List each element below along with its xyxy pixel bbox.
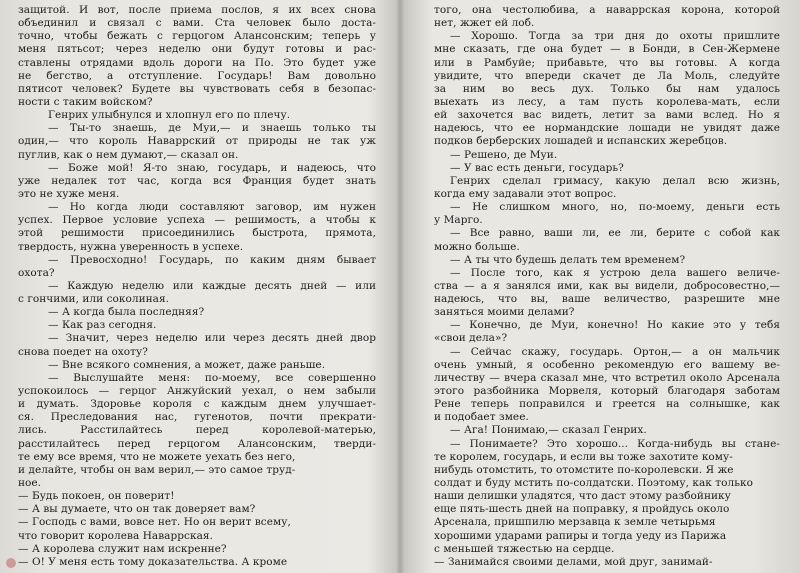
text-line: того, она честолюбива, а наваррская корона, которой [434, 4, 780, 16]
text-line: у Марго. [434, 214, 483, 227]
text-line: — Все равно, ваши ли, ее ли, берите с собой как [450, 227, 780, 240]
text-line: Арсенала, пришпилю мерзавца к земле четырьмя [434, 516, 716, 529]
text-line: «свои дела»? [434, 332, 508, 345]
text-line: и делайте, чтобы он вам верил,— это самое труд- [18, 463, 296, 476]
text-line: охота? [18, 266, 55, 279]
text-line: уже недалек тот час, когда вся Франция будет знать [18, 174, 376, 187]
text-line: — Выслушайте меня: по-моему, все совершенно [48, 371, 376, 384]
text-line: — Каждую неделю или каждые десять дней — или [48, 279, 376, 292]
text-line: что говорит королева Наваррская. [18, 529, 213, 542]
text-line: — Конечно, де Муи, конечно! Но какие это у тебя [450, 319, 780, 332]
text-line: объединил и связал с вами. Ста человек было доста- [18, 17, 376, 30]
text-line: можно больше. [434, 240, 520, 253]
text-line: — Но когда люди составляют заговор, им нужен [48, 201, 376, 214]
text-line: — Понимаете? Это хорошо... Когда-нибудь вы стане- [450, 437, 780, 450]
text-line: снова поедет на охоту? [18, 345, 148, 358]
text-line: — А вы думаете, что он так доверяет вам? [18, 503, 256, 516]
text-line: — Ага! Понимаю,— сказал Генрих. [450, 424, 647, 437]
text-line: — Решено, де Муи. [450, 148, 558, 161]
text-line: лись. Расстилайтесь перед королевой-матерью, [18, 424, 376, 437]
text-line: пятисот человек? Будете вы чувствовать себя в безопас- [18, 82, 376, 95]
text-line: с гончими, или соколиная. [18, 293, 170, 306]
text-line: и подобает змее. [434, 411, 529, 424]
scan-marker [6, 558, 16, 568]
text-line: — Хорошо. Тогда за три дня до охоты пришлите [450, 30, 780, 43]
text-line: когда ему задавали этот вопрос. [434, 187, 617, 200]
text-line: увидите, что впереди скачет де Ла Моль, следуйте [434, 69, 780, 82]
text-line: один,— что король Наваррский от природы не так уж [18, 135, 376, 148]
text-line: наши делишки уладятся, что даст этому разбойнику [434, 490, 731, 503]
text-line: ное. [18, 477, 42, 490]
text-line: — Ты-то знаешь, де Муи,— и знаешь только ты [48, 122, 376, 135]
right-page [400, 0, 800, 573]
text-line: — После того, как я устрою дела вашего величе- [450, 266, 780, 279]
text-line: солдат и буду мстить по-солдатски. Поэтому, как только [434, 477, 754, 490]
text-line: расстилайтесь перед герцогом Алансонским, тверди- [18, 437, 376, 450]
text-line: этого разбойника Морвеля, который благодаря заботам [434, 385, 780, 398]
text-line: нет, жжет ей лоб. [434, 17, 535, 30]
text-line: успокоилось — герцог Анжуйский уехал, о нем забыли [18, 385, 376, 398]
text-line: — А когда была последняя? [48, 306, 205, 319]
text-line: — Вне всякого сомнения, а может, даже раньше. [48, 358, 326, 371]
text-line: — Не слишком много, но, по-моему, деньги есть [450, 201, 780, 214]
text-line: Генрих улыбнулся и хлопнул его по плечу. [48, 109, 291, 122]
text-line: те королем, государь, и если вы тоже захотите кому- [434, 450, 733, 463]
text-line: защитой. И вот, после приема послов, я их всех снова [18, 4, 376, 16]
text-line: личеству — вчера сказал мне, что встретил около Арсенала [434, 371, 780, 384]
text-line: заняться моими делами? [434, 306, 575, 319]
text-line: — Превосходно! Государь, по каким дням бывает [48, 253, 376, 266]
text-line: и думать. Здоровье короля с каждым днем улучшает- [18, 398, 376, 411]
text-line: пуглив, как о нем думают,— сказал он. [18, 148, 239, 161]
text-line: ства — а я занялся ими, как вы видели, добросовестно,— [434, 279, 780, 292]
text-line: — А королева служит нам искренне? [18, 542, 227, 555]
text-line: твердость, нужна уверенность в успехе. [18, 240, 244, 253]
text-line: Рене теперь поправился и греется на солнышке, как [434, 398, 780, 411]
text-line: ся. Преследования нас, гугенотов, почти прекрати- [18, 411, 376, 424]
text-line: с меньшей тяжестью на сердце. [434, 542, 615, 555]
text-line: этой решимости присоединились быстрота, прямота, [18, 227, 376, 240]
text-line: мне сказать, где она будет — в Бонди, в Сен-Жермене [434, 43, 780, 56]
text-line: — Будь покоен, он поверит! [18, 490, 175, 503]
text-line: не бегство, а отступление. Государь! Вам довольно [18, 69, 376, 82]
text-line: — Занимайся своими делами, мой друг, занимай- [434, 555, 713, 568]
text-line: — У вас есть деньги, государь? [450, 161, 624, 174]
text-line: очень умный, я особенно рекомендую его вашему ве- [434, 358, 780, 371]
text-line: нибудь отомстить, то отомстите по-королевски. Я же [434, 463, 734, 476]
text-line: подков берберских лошадей и испанских жеребцов. [434, 135, 728, 148]
text-line: за ним во весь дух. Только бы нам удалось [434, 82, 780, 95]
text-line: те ему все время, что не можете уехать без него, [18, 450, 296, 463]
text-line: — Как раз сегодня. [48, 319, 157, 332]
text-line: ей захочется вас видеть, летит за вами вслед. Но я [434, 109, 780, 122]
text-line: — Боже мой! Я-то знаю, государь, и надеюсь, что [48, 161, 376, 174]
text-line: ставлены отрядами вдоль дороги на По. Это будет уже [18, 56, 376, 69]
text-line: или в Рамбуйе; прибавьте, что вы готовы. А когда [434, 56, 780, 69]
text-line: надеюсь, что ее нормандские лошади не увидят даже [434, 122, 780, 135]
text-line: — О! У меня есть тому доказательства. А кроме [18, 555, 288, 568]
text-line: еще пять-шесть дней на поправку, я пройдусь около [434, 503, 730, 516]
text-line: точно, чтобы бежать с герцогом Алансонским; теперь у [18, 30, 376, 43]
text-line: — Сейчас скажу, государь. Ортон,— а он мальчик [450, 345, 780, 358]
text-line: выехать из лесу, а там пусть королева-мать, если [434, 95, 780, 108]
text-line: Генрих сделал гримасу, какую делал всю жизнь, [450, 174, 780, 187]
text-line: меня пятьсот; через неделю они будут готовы и рас- [18, 43, 376, 56]
text-line: надеюсь, что вы, ваше величество, разрешите мне [434, 293, 780, 306]
text-line: — Значит, через неделю или через десять дней двор [48, 332, 376, 345]
text-line: это не хуже меня. [18, 187, 120, 200]
text-line: — А ты что будешь делать тем временем? [450, 253, 686, 266]
text-line: хорошими ударами рапиры и тогда уеду из Парижа [434, 529, 727, 542]
text-line: — Господь с вами, вовсе нет. Но он верит всему, [18, 516, 291, 529]
text-line: ности с таким войском? [18, 95, 153, 108]
text-line: успех. Первое условие успеха — решимость, а чтобы к [18, 214, 376, 227]
